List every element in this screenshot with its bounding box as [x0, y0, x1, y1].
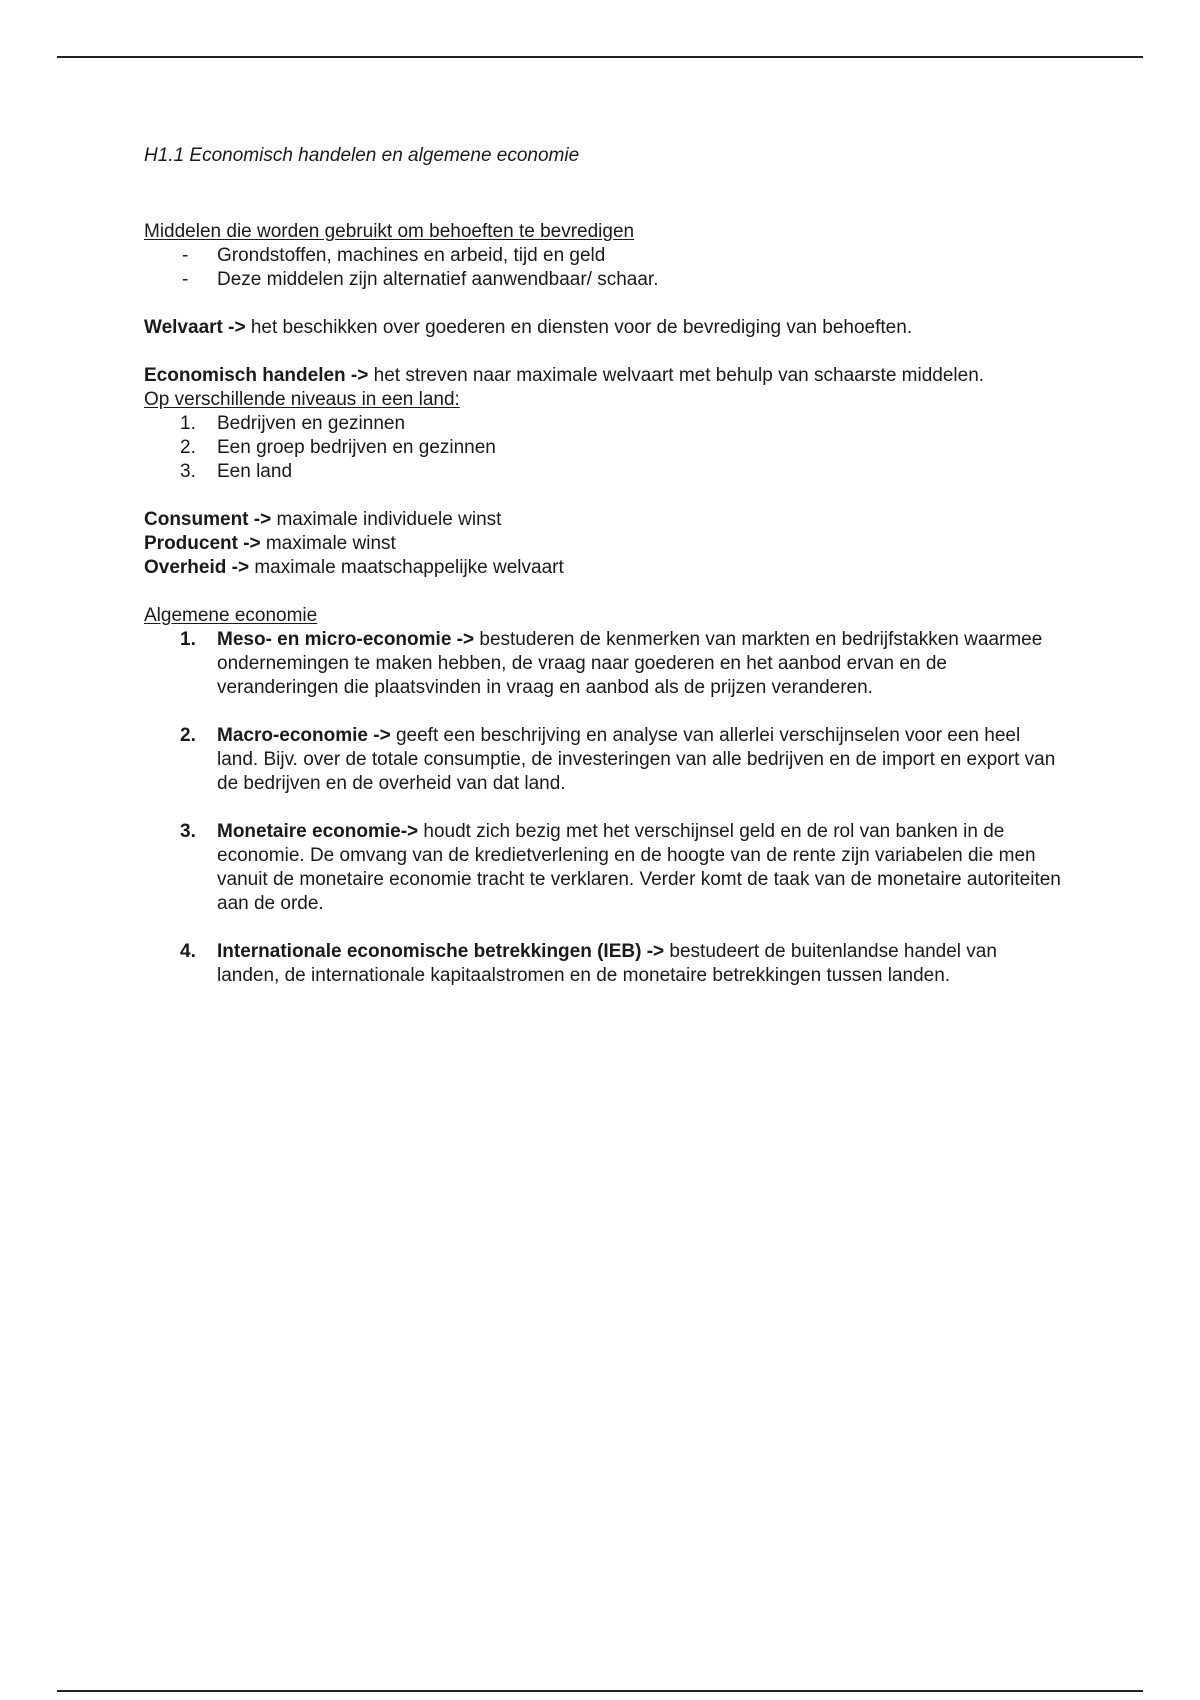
economisch-handelen-term: Economisch handelen ->: [144, 365, 369, 386]
actor-term: Overheid ->: [144, 557, 250, 578]
list-item: [144, 940, 1064, 988]
header-rule: [57, 56, 1143, 58]
list-item: [144, 436, 1064, 460]
list-item-term: Monetaire economie->: [217, 821, 419, 842]
list-item: [144, 412, 1064, 436]
middelen-list: [144, 244, 1064, 292]
bullet-dash: -: [182, 269, 189, 290]
actor-text: maximale winst: [260, 533, 396, 554]
list-item-text: bestuderen de kenmerken van markten en bedrijfstakken waarmee ondernemingen te maken hebben, de vraag naar goederen en het aanbod ervan en de veranderingen die plaatsvinden in vraag en aanbod als de prijzen veranderen.: [217, 629, 1043, 698]
list-item: [144, 244, 1064, 268]
actor-overheid: [144, 556, 1064, 580]
list-item-text: Grondstoffen, machines en arbeid, tijd en geld: [217, 245, 606, 266]
list-item-text: geeft een beschrijving en analyse van allerlei verschijnselen voor een heel land. Bijv. over de totale consumptie, de investeringen van alle bedrijven en de import en export van de bedrijven en de overheid van dat land.: [217, 725, 1056, 794]
list-item-term: Macro-economie ->: [217, 725, 391, 746]
list-number: 1.: [180, 413, 196, 434]
list-item-term: Internationale economische betrekkingen (IEB) ->: [217, 941, 665, 962]
welvaart-definition: [144, 316, 1064, 340]
list-item: [144, 820, 1064, 916]
list-item: [144, 724, 1064, 796]
economisch-handelen-definition: [144, 364, 1064, 388]
document-body: [144, 140, 1064, 988]
niveaus-heading: Op verschillende niveaus in een land:: [144, 389, 460, 410]
list-item-text: Bedrijven en gezinnen: [217, 413, 406, 434]
actor-term: Producent ->: [144, 533, 261, 554]
algemene-economie-heading: Algemene economie: [144, 605, 318, 626]
list-number: 3.: [180, 821, 196, 842]
list-item: [144, 460, 1064, 484]
list-item-text: Een land: [217, 461, 293, 482]
middelen-heading: Middelen die worden gebruikt om behoeften te bevredigen: [144, 221, 635, 242]
list-item: [144, 628, 1064, 700]
footer-rule: [57, 1690, 1143, 1692]
welvaart-text: het beschikken over goederen en diensten voor de bevrediging van behoeften.: [245, 317, 913, 338]
page-title: H1.1 Economisch handelen en algemene economie: [144, 145, 580, 166]
list-number: 2.: [180, 725, 196, 746]
list-item-text: Een groep bedrijven en gezinnen: [217, 437, 496, 458]
list-item-text: Deze middelen zijn alternatief aanwendbaar/ schaar.: [217, 269, 659, 290]
welvaart-term: Welvaart ->: [144, 317, 246, 338]
niveaus-list: [144, 412, 1064, 484]
actor-consument: [144, 508, 1064, 532]
list-item-text: bestudeert de buitenlandse handel van landen, de internationale kapitaalstromen en de monetaire betrekkingen tussen landen.: [217, 941, 997, 986]
economisch-handelen-text: het streven naar maximale welvaart met behulp van schaarste middelen.: [368, 365, 985, 386]
actor-text: maximale individuele winst: [271, 509, 502, 530]
list-item-text: houdt zich bezig met het verschijnsel geld en de rol van banken in de economie. De omvang van de kredietverlening en de hoogte van de rente zijn variabelen die men vanuit de monetaire economie tracht te verklaren. Verder komt de taak van de monetaire autoriteiten aan de orde.: [217, 821, 1061, 914]
list-number: 4.: [180, 941, 196, 962]
actor-text: maximale maatschappelijke welvaart: [249, 557, 564, 578]
list-number: 3.: [180, 461, 196, 482]
algemene-economie-list: [144, 628, 1064, 988]
list-number: 1.: [180, 629, 196, 650]
list-number: 2.: [180, 437, 196, 458]
list-item: [144, 268, 1064, 292]
bullet-dash: -: [182, 245, 189, 266]
actor-producent: [144, 532, 1064, 556]
list-item-term: Meso- en micro-economie ->: [217, 629, 475, 650]
actor-term: Consument ->: [144, 509, 272, 530]
